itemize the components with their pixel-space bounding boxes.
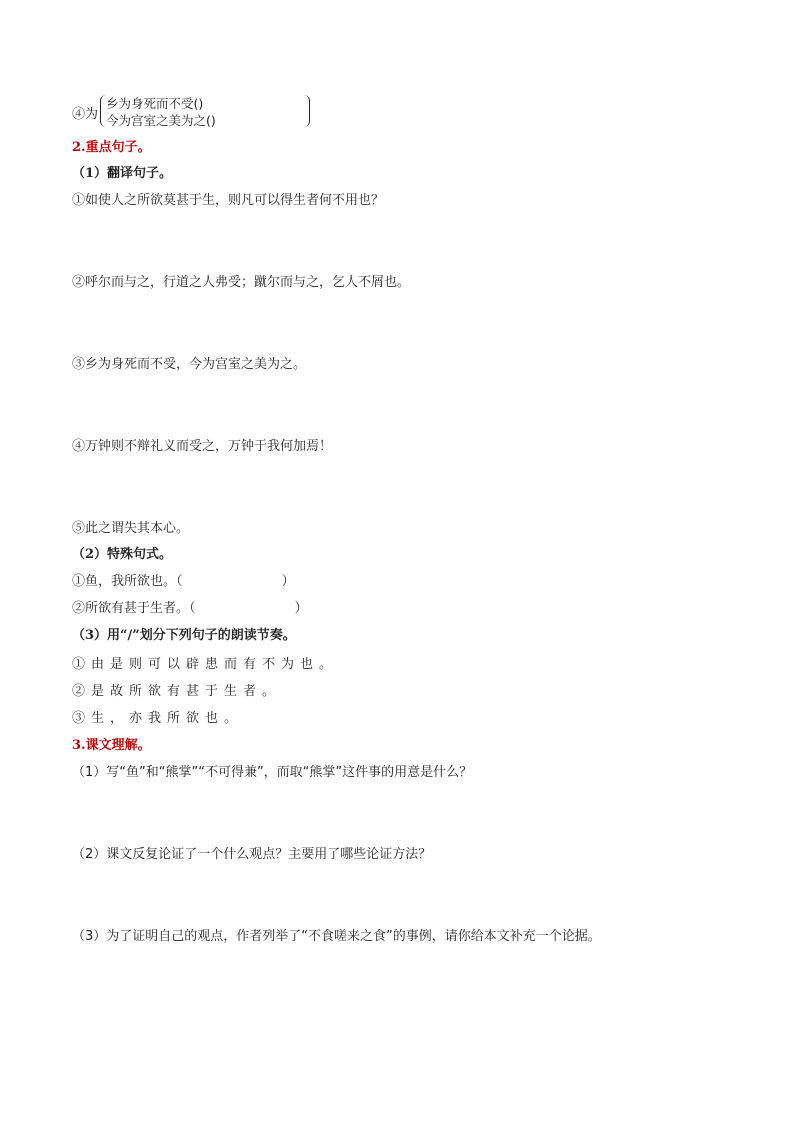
comprehension-question: （2）课文反复论证了一个什么观点？主要用了哪些论证方法？ — [72, 847, 432, 862]
translate-item: ④万钟则不辩礼义而受之，万钟于我何加焉！ — [72, 439, 333, 454]
translate-item: ①如使人之所欲莫甚于生，则凡可以得生者何不用也？ — [72, 193, 385, 208]
translate-item: ⑤此之谓失其本心。 — [72, 521, 190, 536]
translate-item: ②呼尔而与之，行道之人弗受；蹴尔而与之，乞人不屑也。 — [72, 275, 411, 290]
section-title-comprehension: 3.课文理解。 — [72, 738, 151, 753]
special-syntax-item: ①鱼，我所欲也。（ ） — [72, 574, 295, 589]
rhythm-item: ②是故所欲有甚于生者。 — [72, 684, 282, 699]
rhythm-heading: （3）用“/”划分下列句子的朗读节奏。 — [72, 628, 296, 643]
rhythm-item: ③生，亦我所欲也。 — [72, 711, 244, 726]
special-syntax-heading: （2）特殊句式。 — [72, 547, 173, 562]
comprehension-question: （3）为了证明自己的观点，作者列举了“不食嗟来之食”的事例，请你给本文补充一个论据。 — [72, 929, 601, 944]
rhythm-item: ①由是则可以辟患而有不为也。 — [72, 657, 339, 672]
section-title-key-sentences: 2.重点句子。 — [72, 140, 151, 155]
translate-heading: （1）翻译句子。 — [72, 166, 173, 181]
translate-item: ③乡为身死而不受，今为宫室之美为之。 — [72, 357, 307, 372]
right-brace — [304, 95, 310, 127]
comprehension-question: （1）写“鱼”和“熊掌”“不可得兼”，而取“熊掌”这件事的用意是什么？ — [72, 765, 473, 780]
wei-sentence-1: 乡为身死而不受() — [106, 96, 204, 111]
question-number: ④为 — [72, 107, 99, 122]
special-syntax-item: ②所欲有甚于生者。（ ） — [72, 601, 308, 616]
wei-sentence-2: 今为宫室之美为之() — [106, 113, 216, 128]
